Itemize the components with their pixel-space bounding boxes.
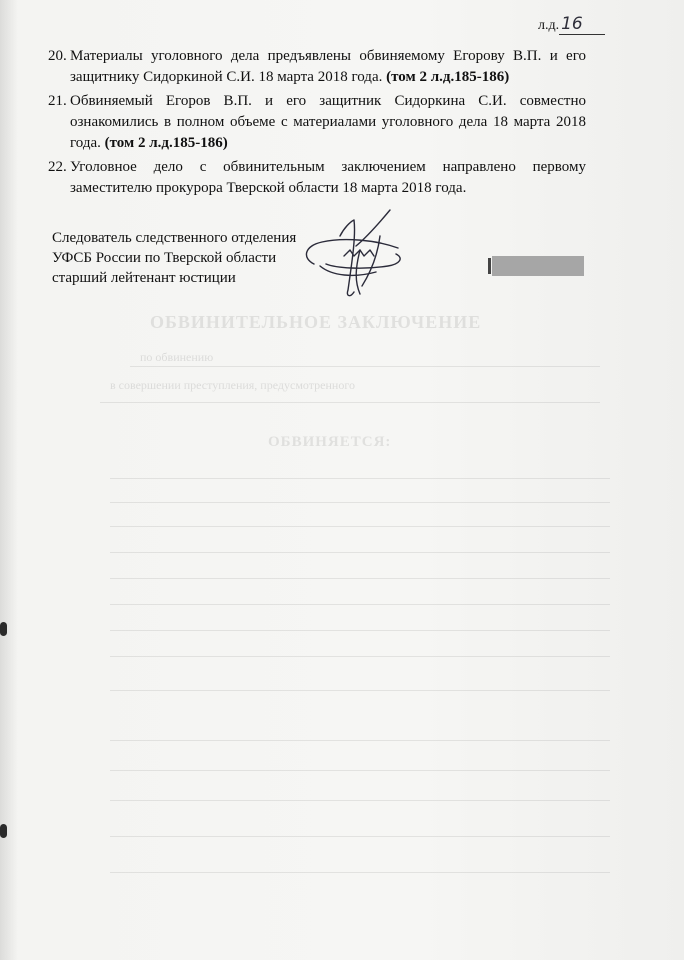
bleed-through-line xyxy=(110,502,610,503)
item-text-wrap xyxy=(70,157,586,199)
bleed-through-line xyxy=(110,552,610,553)
bleed-through-text: по обвинению xyxy=(140,350,214,364)
item-text-wrap xyxy=(70,91,586,154)
item-text-wrap xyxy=(70,46,586,88)
signatory-department: УФСБ России по Тверской области xyxy=(52,250,277,266)
bleed-through-line xyxy=(110,526,610,527)
bleed-through-line xyxy=(110,740,610,741)
bleed-through-line xyxy=(130,366,600,367)
bleed-through-line xyxy=(100,402,600,403)
item-text: Материалы уголовного дела предъявлены обвиняемому Егорову В.П. и его защитнику Сидоркиной С.И. 18 марта 2018 года. xyxy=(70,48,586,85)
redacted-name xyxy=(492,256,584,276)
bleed-through-line xyxy=(110,690,610,691)
item-number: 20. xyxy=(48,48,67,64)
list-item xyxy=(48,157,586,199)
punch-hole xyxy=(0,824,7,838)
redaction-edge xyxy=(488,258,491,274)
sheet-number-value: 16 xyxy=(559,14,605,35)
list-item xyxy=(48,91,586,154)
bleed-through-line xyxy=(110,800,610,801)
sheet-number xyxy=(538,14,605,35)
signatory-position: Следователь следственного отделения xyxy=(52,230,297,246)
bleed-through-text: в совершении преступления, предусмотренного xyxy=(110,378,355,392)
item-number: 21. xyxy=(48,93,67,109)
bleed-through-line xyxy=(110,478,610,479)
case-events-list xyxy=(48,46,586,202)
bleed-through-line xyxy=(110,872,610,873)
bleed-through-text: ОБВИНЯЕТСЯ: xyxy=(268,434,392,450)
handwritten-signature xyxy=(296,206,426,306)
bleed-through-line xyxy=(110,836,610,837)
bleed-through-line xyxy=(110,604,610,605)
item-reference: (том 2 л.д.185-186) xyxy=(104,135,228,151)
punch-hole xyxy=(0,622,7,636)
item-reference: (том 2 л.д.185-186) xyxy=(386,69,510,85)
bleed-through-line xyxy=(110,630,610,631)
item-number: 22. xyxy=(48,159,67,175)
item-text: Обвиняемый Егоров В.П. и его защитник Сидоркина С.И. совместно ознакомились в полном объеме с материалами уголовного дела 18 марта 2018 года. xyxy=(70,93,586,151)
signatory-rank: старший лейтенант юстиции xyxy=(52,270,236,286)
bleed-through-text: ОБВИНИТЕЛЬНОЕ ЗАКЛЮЧЕНИЕ xyxy=(150,312,482,332)
bleed-through-line xyxy=(110,770,610,771)
sheet-number-label: л.д. xyxy=(538,18,560,33)
signatory-block xyxy=(52,228,296,288)
item-text: Уголовное дело с обвинительным заключением направлено первому заместителю прокурора Тверской области 18 марта 2018 года. xyxy=(70,159,586,196)
list-item xyxy=(48,46,586,88)
bleed-through-line xyxy=(110,578,610,579)
bleed-through-line xyxy=(110,656,610,657)
